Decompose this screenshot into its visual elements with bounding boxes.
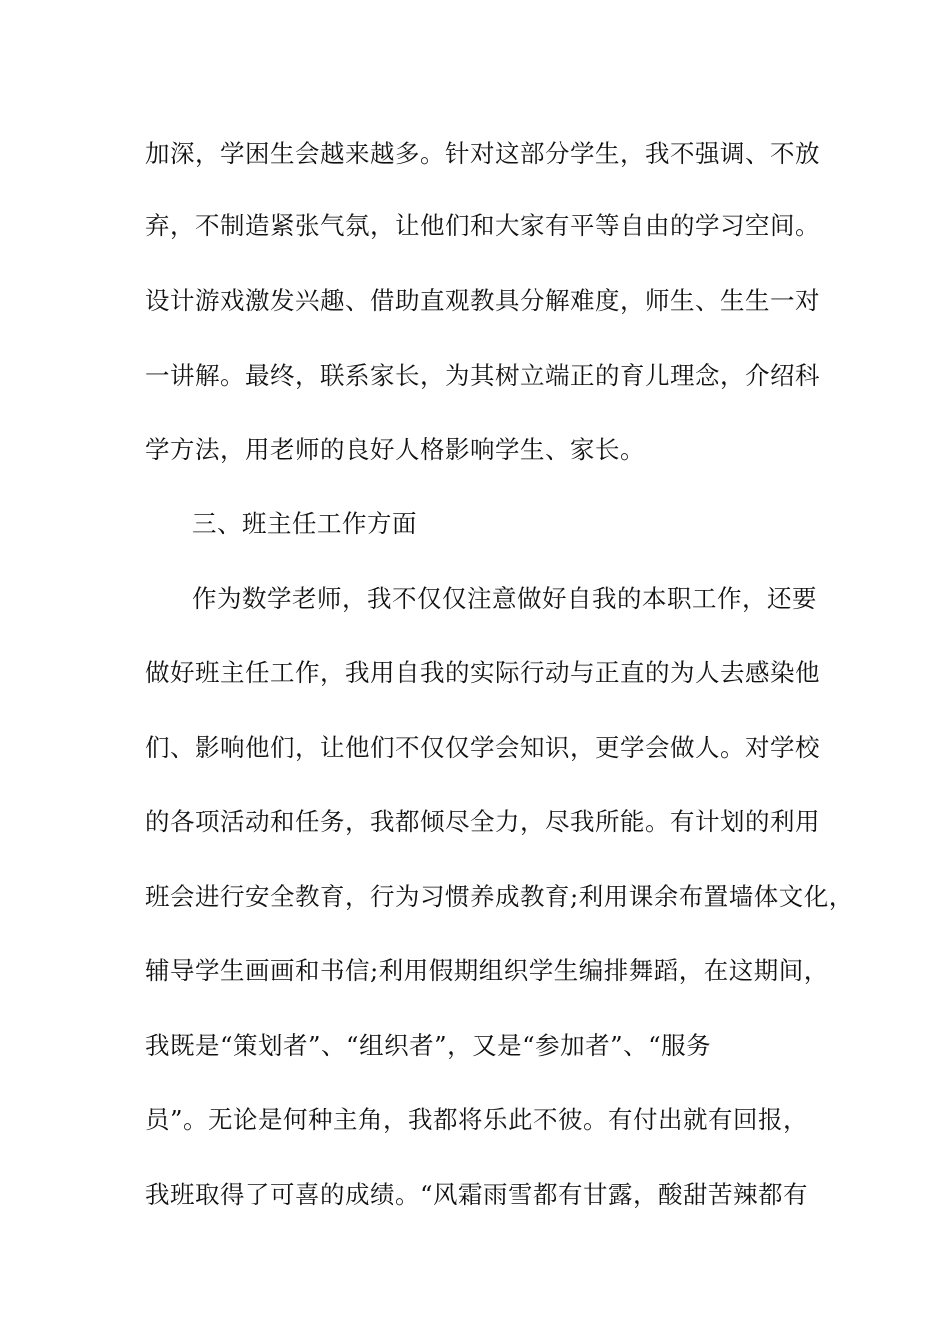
paragraph-line: 们、影响他们，让他们不仅仅学会知识，更学会做人。对学校 bbox=[145, 733, 820, 762]
paragraph-line: 弃，不制造紧张气氛，让他们和大家有平等自由的学习空间。 bbox=[145, 211, 820, 240]
section-heading: 三、班主任工作方面 bbox=[192, 509, 417, 538]
paragraph-line: 辅导学生画画和书信;利用假期组织学生编排舞蹈，在这期间， bbox=[145, 956, 829, 985]
paragraph-line: 的各项活动和任务，我都倾尽全力，尽我所能。有计划的利用 bbox=[145, 807, 820, 836]
paragraph-line: 加深，学困生会越来越多。针对这部分学生，我不强调、不放 bbox=[145, 139, 820, 168]
paragraph-line: 做好班主任工作，我用自我的实际行动与正直的为人去感染他 bbox=[145, 658, 820, 687]
paragraph-first-line: 作为数学老师，我不仅仅注意做好自我的本职工作，还要 bbox=[192, 584, 817, 613]
paragraph-line: 我既是“策划者”、“组织者”，又是“参加者”、“服务 bbox=[145, 1031, 712, 1060]
paragraph-line: 一讲解。最终，联系家长，为其树立端正的育儿理念，介绍科 bbox=[145, 361, 820, 390]
paragraph-line: 班会进行安全教育，行为习惯养成教育;利用课余布置墙体文化， bbox=[145, 882, 854, 911]
paragraph-line: 设计游戏激发兴趣、借助直观教具分解难度，师生、生生一对 bbox=[145, 286, 820, 315]
paragraph-line: 学方法，用老师的良好人格影响学生、家长。 bbox=[145, 435, 645, 464]
paragraph-line: 我班取得了可喜的成绩。“风霜雨雪都有甘露，酸甜苦辣都有 bbox=[145, 1180, 809, 1209]
paragraph-line: 员”。无论是何种主角，我都将乐此不彼。有付出就有回报， bbox=[145, 1105, 809, 1134]
